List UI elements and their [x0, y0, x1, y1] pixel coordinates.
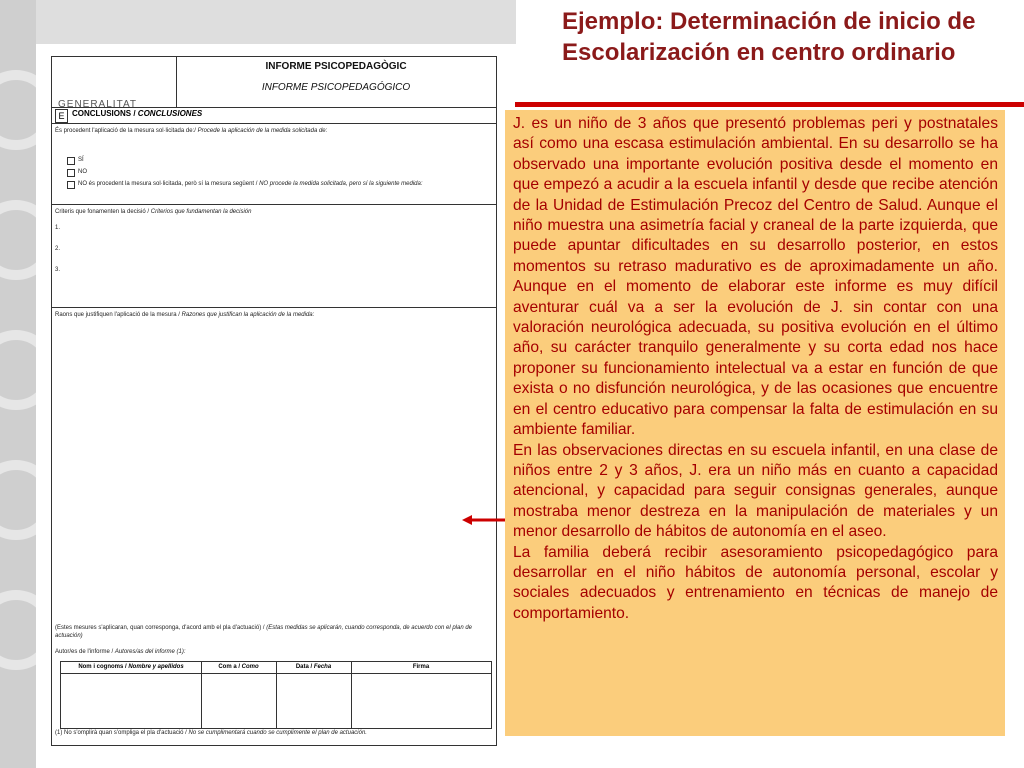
- sig-head-firma: Firma: [412, 664, 430, 670]
- section-letter: E: [55, 109, 68, 123]
- title-underline: [515, 102, 1024, 107]
- decorative-shape: [0, 70, 36, 150]
- header-gray-bar: [36, 0, 516, 44]
- option-partial-label: NO és procedent la mesura sol·licitada, però sí la mesura següent / NO procede la medida solicitada, pero sí la siguiente medida:: [78, 181, 423, 187]
- section-title: CONCLUSIONS / CONCLUSIONES: [72, 109, 203, 118]
- case-paragraph-1: J. es un niño de 3 años que presentó problemas peri y postnatales así como una escasa estimulación ambiental. En su desarrollo se ha observado una importante evolución positiva desde el momento en que empezó a acudir a la escuela infantil y desde que recibe atención de la Unidad de Estimulación Precoz del Centro de Salud. Aunque el niño muestra una asimetría facial y craneal de la parte izquierda, que puede apuntar dificultades en su desarrollo posterior, en estos momentos su retraso madurativo es de aproximadamente un año. Aunque en el momento de elaborar este informe es muy difícil aventurar cuál va a ser la evolución de J. sin contar con una valoración neurológica adecuada, su positiva evolución en el último año, su carácter tranquilo generalmente y su corta edad nos hace proponer su funcionamiento intelectual va a estar en función de que exista o no disfunción neurológica, y de las ocasiones que encuentre en el centro educativo para compensar la falta de estimulación en su ambiente familiar.: [513, 115, 998, 439]
- section-bar: [52, 107, 496, 124]
- criteri-item-2: 2.: [55, 246, 61, 252]
- slide-title: Ejemplo: Determinación de inicio de Escolarización en centro ordinario: [562, 8, 976, 66]
- form-title-es: INFORME PSICOPEDAGÓGICO: [261, 82, 411, 93]
- checkbox-si[interactable]: [67, 157, 75, 165]
- decorative-shape: [0, 460, 36, 540]
- option-si-label: SÍ: [78, 157, 84, 163]
- autors-label: Autor/es de l'informe / Autores/as del informe (1):: [55, 649, 186, 655]
- left-decorative-strip: [0, 0, 36, 768]
- checkbox-no[interactable]: [67, 169, 75, 177]
- checkbox-partial[interactable]: [67, 181, 75, 189]
- divider: [52, 307, 496, 308]
- sig-head-com: Com a / Como: [218, 664, 259, 670]
- procedent-label: És procedent l'aplicació de la mesura sol·licitada de:/ Procede la aplicación de la medida solicitada de:: [55, 128, 328, 134]
- criteri-item-3: 3.: [55, 267, 61, 273]
- form-header: [52, 57, 496, 108]
- mesures-note: (Estes mesures s'aplicaran, quan corresponga, d'acord amb el pla d'actuació) / (Estas medidas se aplicarán, cuando corresponda, de acuerdo con el plan de actuación): [55, 625, 473, 639]
- case-paragraph-3: La familia deberá recibir asesoramiento psicopedagógico para desarrollar en el niño hábitos de autonomía personal, escolar y sociales adecuados y entrenamiento en técnicas de manejo de comportamiento.: [513, 543, 998, 622]
- option-no-label: NO: [78, 169, 87, 175]
- sig-header-divider: [61, 673, 491, 674]
- generalitat-logo-text: GENERALITAT: [58, 99, 137, 110]
- form-title-ca: INFORME PSICOPEDAGÒGIC: [265, 61, 407, 72]
- decorative-shape: [0, 330, 36, 410]
- case-description-box: [505, 110, 1005, 736]
- criteri-item-1: 1.: [55, 225, 61, 231]
- sig-head-data: Data / Fecha: [295, 664, 332, 670]
- logo-cell: [52, 57, 177, 110]
- decorative-shape: [0, 200, 36, 280]
- informe-form-scan: [51, 56, 497, 746]
- signature-table: [60, 661, 492, 729]
- arrow-left-icon: [462, 514, 506, 526]
- sig-head-nom: Nom i cognoms / Nombre y apellidos: [78, 664, 184, 670]
- divider: [52, 204, 496, 205]
- criteris-label: Criteris que fonamenten la decisió / Criterios que fundamentan la decisión: [55, 209, 252, 215]
- decorative-shape: [0, 590, 36, 670]
- form-title: [176, 57, 496, 107]
- case-paragraph-2: En las observaciones directas en su escuela infantil, en una clase de niños entre 2 y 3 años, J. era un niño más en cuanto a capacidad atencional, y capacidad para seguir consignas generales, aunque mostraba menor destreza en la manipulación de materiales y un menor desarrollo de hábitos de autonomía en el aseo.: [513, 441, 998, 541]
- raons-label: Raons que justifiquen l'aplicació de la mesura / Razones que justifican la aplicación de la medida:: [55, 312, 315, 318]
- footnote: (1) No s'omplirà quan s'ompliga el pla d'actuació / No se cumplimentará cuando se cumplimente el plan de actuación.: [55, 730, 367, 736]
